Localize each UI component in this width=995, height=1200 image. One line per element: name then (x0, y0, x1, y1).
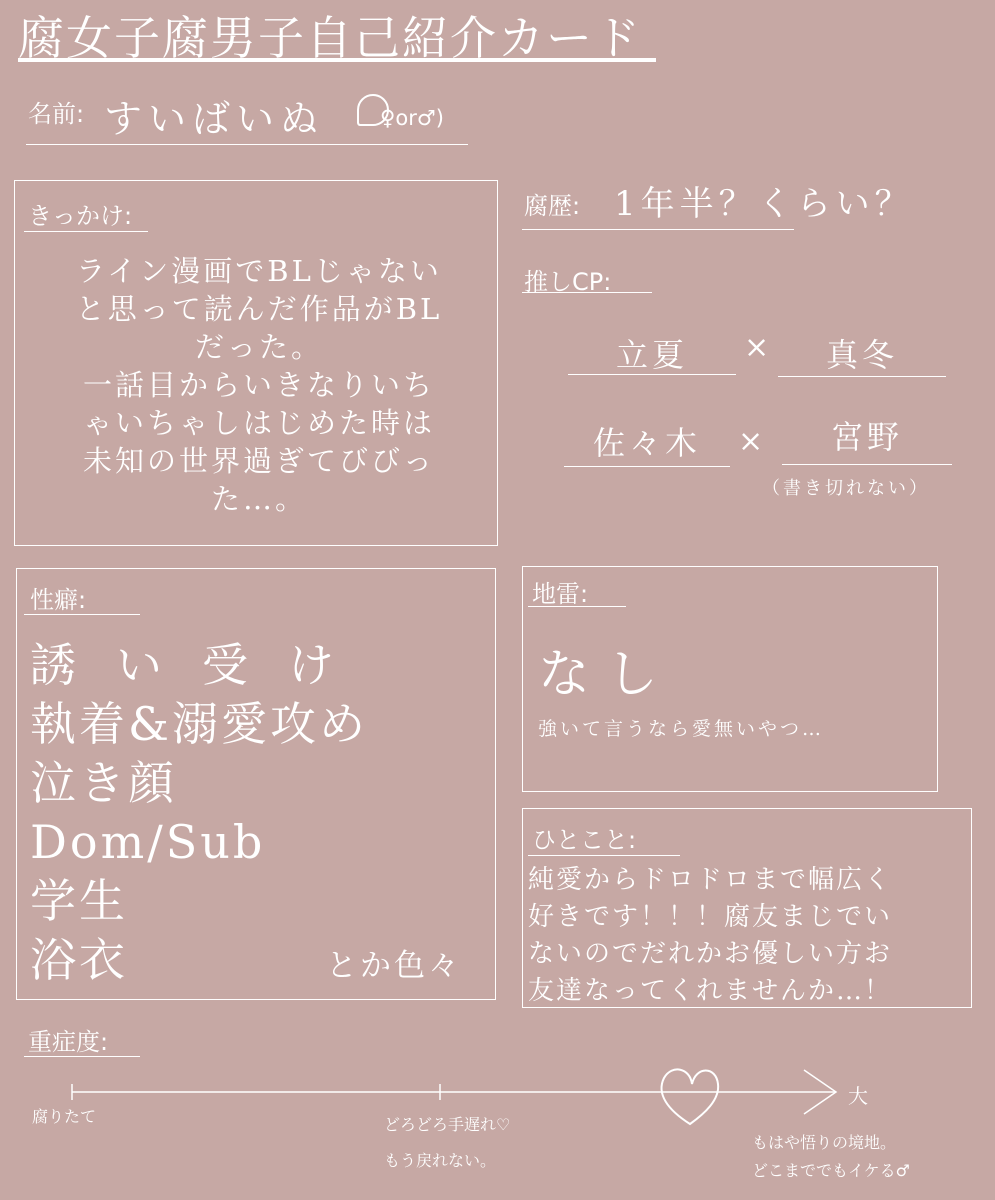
trigger-line: と思って読んだ作品がBL (75, 292, 443, 326)
fetish-item: Dom/Sub (30, 815, 266, 869)
severity-label: 重症度: (28, 1028, 109, 1056)
trigger-line: 一話目からいきなりいち (82, 368, 435, 402)
mine-label: 地雷: (532, 580, 589, 608)
scale-end-label-1: もはや悟りの境地。 (752, 1133, 897, 1152)
name-label: 名前: (28, 100, 85, 128)
comment-line: ないのでだれかお優しい方お (528, 939, 893, 969)
mine-value: なし (538, 645, 675, 705)
cp-pair-2-left: 佐々木 (592, 424, 701, 462)
cp-label: 推しCP: (524, 268, 612, 296)
fetish-item: 誘い受け (30, 638, 374, 692)
comment-label: ひとこと: (532, 826, 637, 854)
cp-pair-1-left: 立夏 (615, 336, 688, 374)
fetish-item: 浴衣 (30, 933, 128, 987)
cp-pair-1-cross: × (744, 330, 770, 365)
fetish-note: とか色々 (326, 948, 462, 984)
card-title: 腐女子腐男子自己紹介カード (18, 11, 642, 65)
scale-mid-label-2: もう戻れない。 (384, 1151, 497, 1170)
scale-mid-label-1: どろどろ手遅れ♡ (384, 1115, 511, 1134)
fetish-label: 性癖: (30, 586, 87, 614)
trigger-line: ゃいちゃしはじめた時は (82, 406, 435, 440)
gender-note: ♀or♂) (380, 106, 444, 130)
comment-line: 友達なってくれませんか…！ (528, 976, 893, 1006)
fetish-item: 泣き顔 (30, 756, 177, 810)
trigger-line: ライン漫画でBLじゃない (76, 254, 442, 288)
scale-right-label: 大 (848, 1084, 868, 1108)
trigger-line: 未知の世界過ぎてびびっ (82, 444, 435, 478)
history-value: 1年半？くらい？ (614, 184, 914, 224)
cp-note: （書き切れない） (762, 478, 930, 499)
name-value: すいばいぬ (104, 97, 325, 141)
trigger-line: だった。 (194, 330, 323, 364)
mine-note: 強いて言うなら愛無いやつ… (538, 718, 825, 740)
trigger-label: きっかけ: (28, 202, 133, 230)
heart-marker-icon (662, 1069, 719, 1124)
comment-line: 好きです！！！腐友まじでい (528, 902, 893, 932)
scale-left-label: 腐りたて (32, 1107, 97, 1126)
fetish-item: 学生 (30, 874, 128, 928)
cp-pair-1-right: 真冬 (825, 336, 898, 374)
cp-pair-2-cross: × (738, 424, 764, 459)
fetish-item: 執着&溺愛攻め (30, 697, 368, 751)
history-label: 腐歴: (524, 192, 581, 220)
scale-end-label-2: どこまででもイケる♂ (752, 1161, 911, 1180)
cp-pair-2-right: 宮野 (830, 418, 903, 456)
comment-line: 純愛からドロドロまで幅広く (528, 865, 893, 895)
trigger-line: た…。 (210, 482, 307, 516)
